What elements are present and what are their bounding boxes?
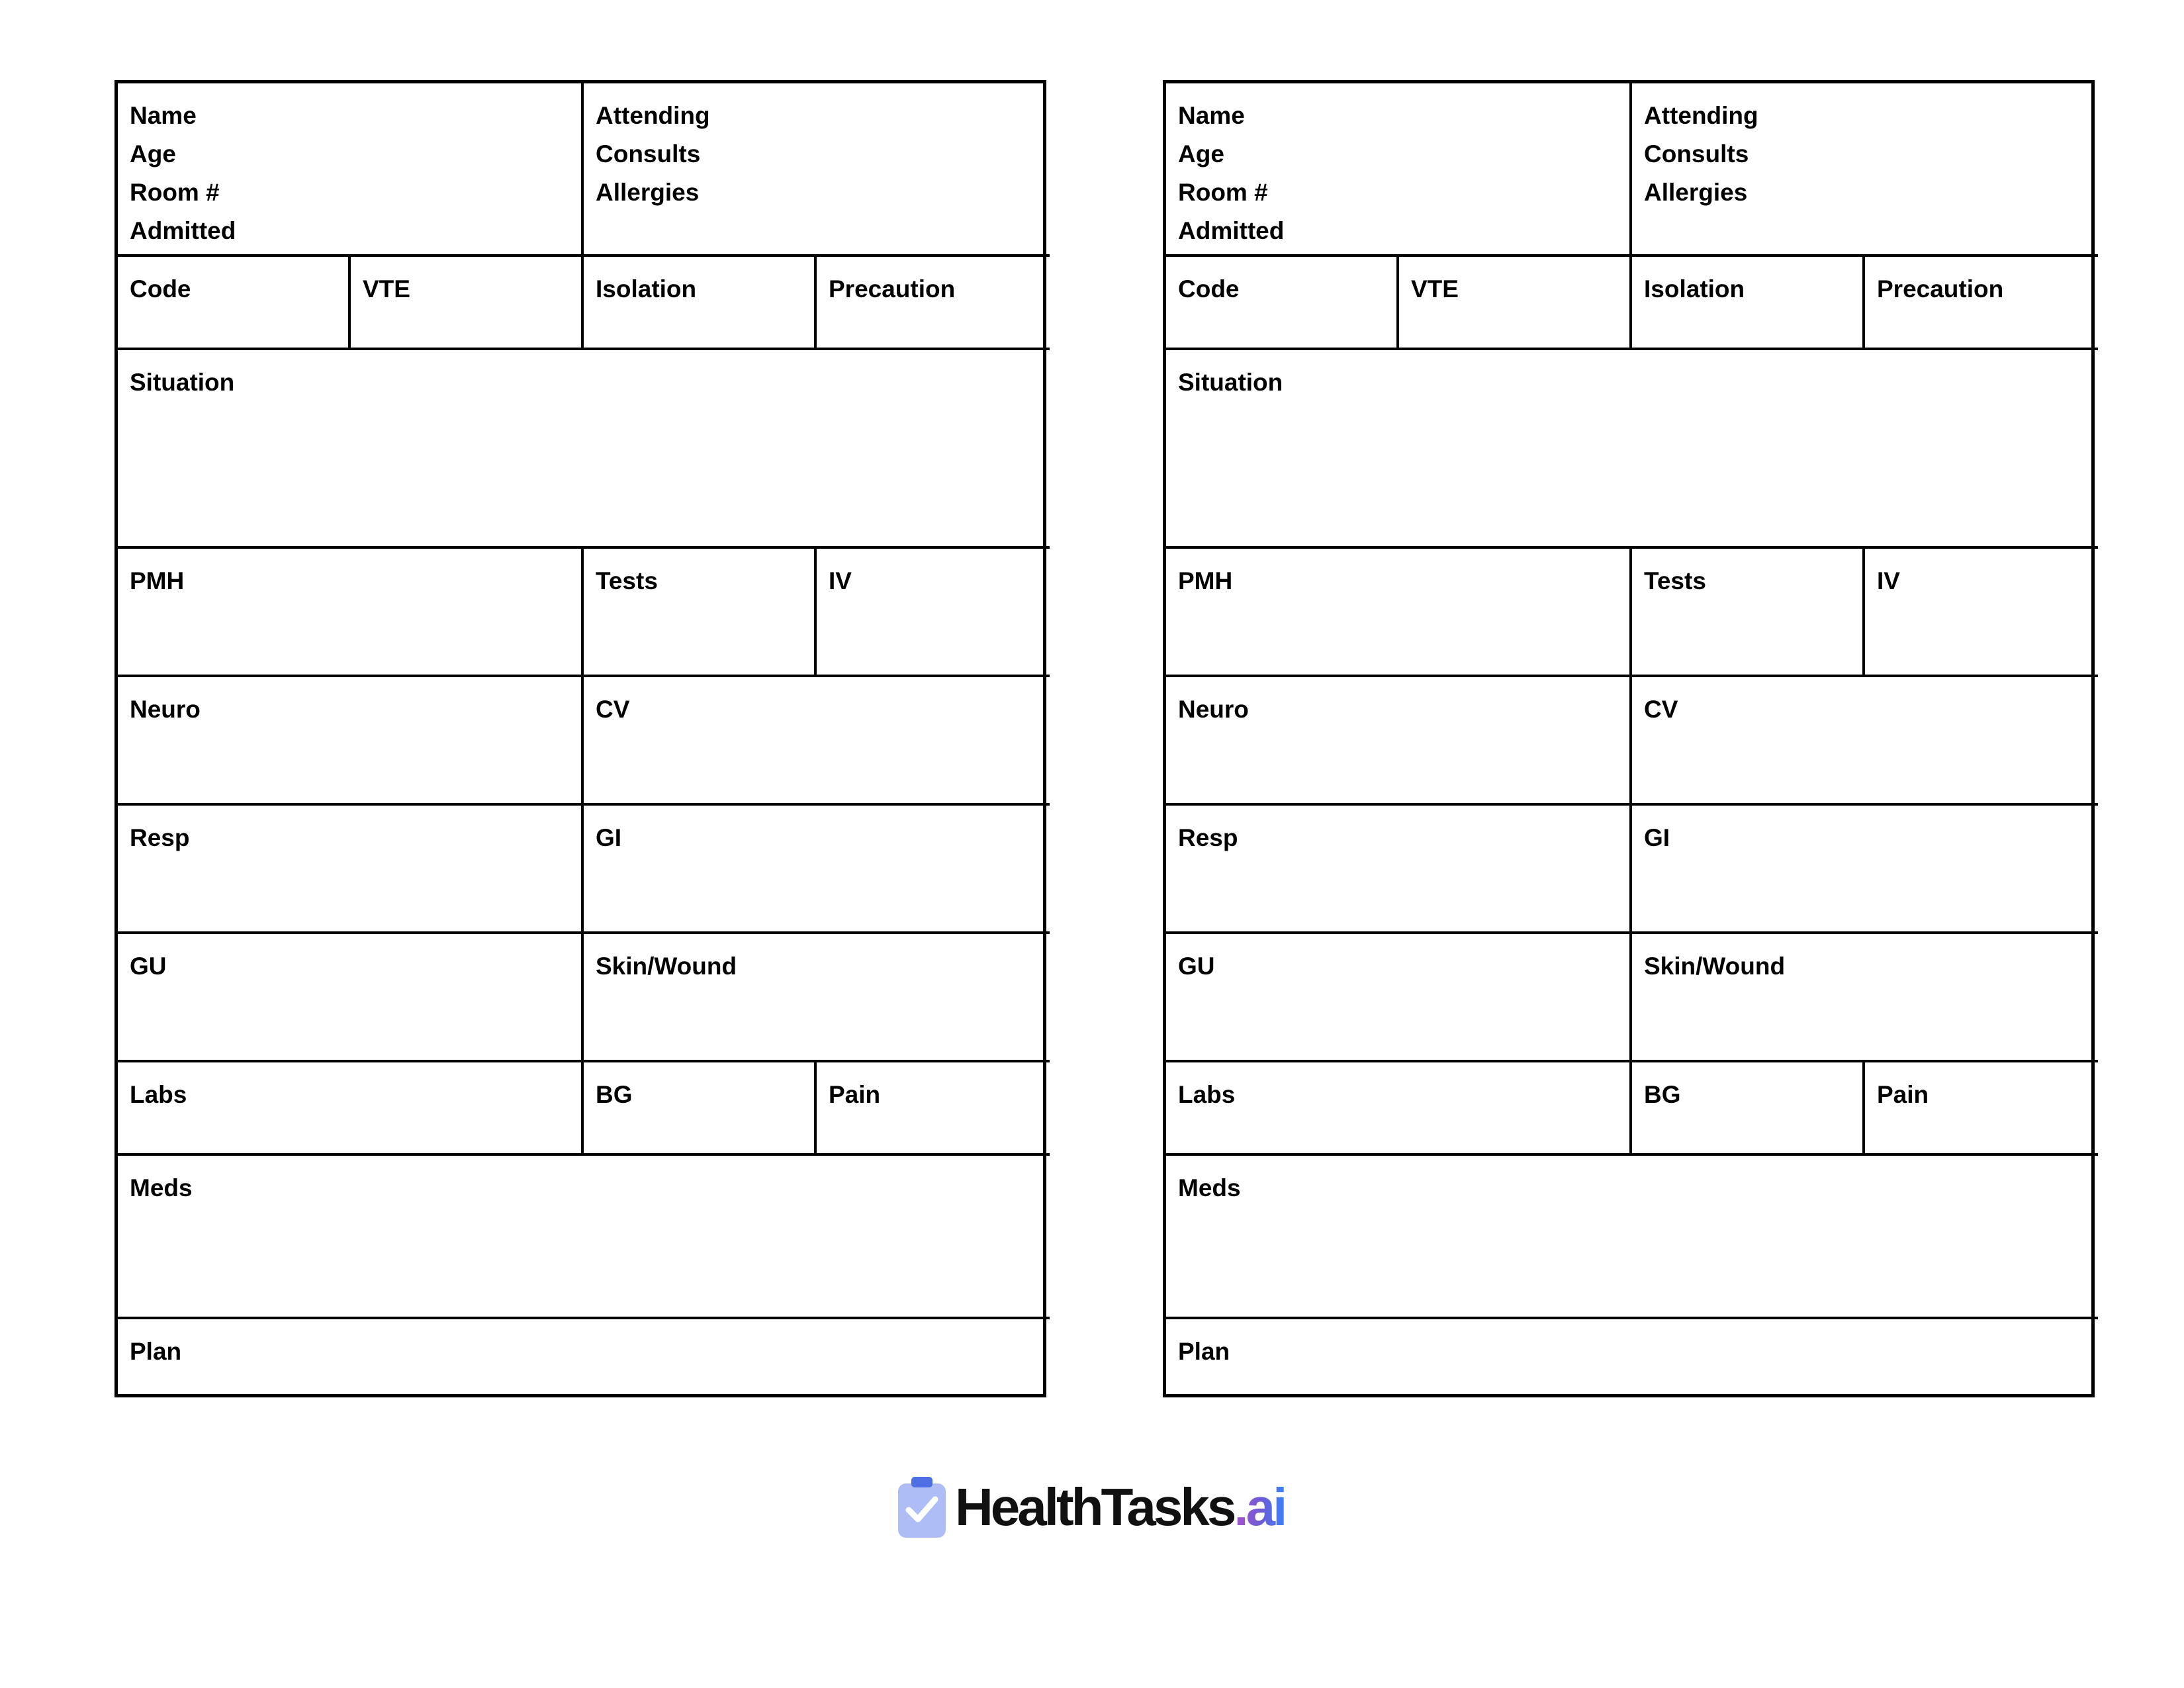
pain-label: Pain [829,1081,881,1108]
code-cell [118,257,351,350]
cv-label: CV [1644,696,1678,723]
iv-cell [817,549,1050,677]
age-label: Age [1178,140,1224,167]
precaution-label: Precaution [1877,275,2004,303]
code-label: Code [1178,275,1240,303]
gu-cell [1166,934,1632,1062]
clipboard-check-icon [897,1476,947,1539]
skin-wound-cell [1632,934,2098,1062]
care-team-cell [584,83,1050,257]
pmh-label: PMH [130,567,185,594]
admitted-label: Admitted [130,217,236,244]
report-sheet-right [1163,80,2095,1397]
cv-label: CV [596,696,630,723]
precaution-cell [817,257,1050,350]
room-label: Room # [130,179,220,206]
code-cell [1166,257,1399,350]
tests-cell [1632,549,1865,677]
pain-cell [1865,1062,2098,1156]
age-label: Age [130,140,176,167]
care-team-cell [1632,83,2098,257]
tests-label: Tests [1644,567,1706,594]
labs-cell [118,1062,584,1156]
skin-wound-label: Skin/Wound [1644,953,1786,980]
pmh-cell [1166,549,1632,677]
plan-label: Plan [1178,1338,1230,1365]
code-label: Code [130,275,191,303]
iv-cell [1865,549,2098,677]
iv-label: IV [1877,567,1900,594]
pmh-cell [118,549,584,677]
report-sheet-left [114,80,1046,1397]
meds-cell [1166,1156,2098,1319]
vte-label: VTE [363,275,410,303]
gi-cell [1632,806,2098,934]
name-label: Name [130,102,197,129]
healthtasks-logo [897,1474,1285,1540]
patient-info-cell [1166,83,1632,257]
allergies-label: Allergies [1644,179,1748,206]
name-label: Name [1178,102,1245,129]
iv-label: IV [829,567,852,594]
attending-label: Attending [1644,102,1758,129]
logo-wordmark [955,1474,1285,1540]
consults-label: Consults [1644,140,1749,167]
vte-cell [351,257,584,350]
precaution-label: Precaution [829,275,956,303]
labs-cell [1166,1062,1632,1156]
isolation-label: Isolation [1644,275,1745,303]
allergies-label: Allergies [596,179,700,206]
attending-label: Attending [596,102,710,129]
room-label: Room # [1178,179,1268,206]
bg-label: BG [596,1081,633,1108]
gi-cell [584,806,1050,934]
admitted-label: Admitted [1178,217,1285,244]
labs-label: Labs [1178,1081,1236,1108]
tests-cell [584,549,817,677]
resp-label: Resp [130,824,190,851]
logo-suffix-text: .ai [1234,1477,1285,1536]
pain-label: Pain [1877,1081,1929,1108]
neuro-cell [118,677,584,806]
isolation-cell [1632,257,1865,350]
cv-cell [584,677,1050,806]
gi-label: GI [596,824,622,851]
plan-cell [118,1319,1050,1401]
resp-label: Resp [1178,824,1238,851]
labs-label: Labs [130,1081,187,1108]
tests-label: Tests [596,567,658,594]
meds-cell [118,1156,1050,1319]
gu-label: GU [1178,953,1215,980]
cv-cell [1632,677,2098,806]
precaution-cell [1865,257,2098,350]
gi-label: GI [1644,824,1670,851]
bg-cell [584,1062,817,1156]
meds-label: Meds [130,1174,193,1201]
gu-label: GU [130,953,167,980]
situation-label: Situation [130,369,235,396]
consults-label: Consults [596,140,701,167]
patient-info-cell [118,83,584,257]
situation-label: Situation [1178,369,1283,396]
logo-brand-text: HealthTasks [955,1477,1234,1536]
neuro-cell [1166,677,1632,806]
clipboard-clip [911,1477,933,1487]
skin-wound-cell [584,934,1050,1062]
plan-label: Plan [130,1338,182,1365]
meds-label: Meds [1178,1174,1241,1201]
neuro-label: Neuro [1178,696,1249,723]
pain-cell [817,1062,1050,1156]
pmh-label: PMH [1178,567,1233,594]
resp-cell [118,806,584,934]
gu-cell [118,934,584,1062]
resp-cell [1166,806,1632,934]
bg-cell [1632,1062,1865,1156]
vte-cell [1399,257,1632,350]
situation-cell [118,350,1050,549]
skin-wound-label: Skin/Wound [596,953,737,980]
vte-label: VTE [1411,275,1459,303]
plan-cell [1166,1319,2098,1401]
situation-cell [1166,350,2098,549]
isolation-label: Isolation [596,275,697,303]
bg-label: BG [1644,1081,1681,1108]
neuro-label: Neuro [130,696,201,723]
isolation-cell [584,257,817,350]
